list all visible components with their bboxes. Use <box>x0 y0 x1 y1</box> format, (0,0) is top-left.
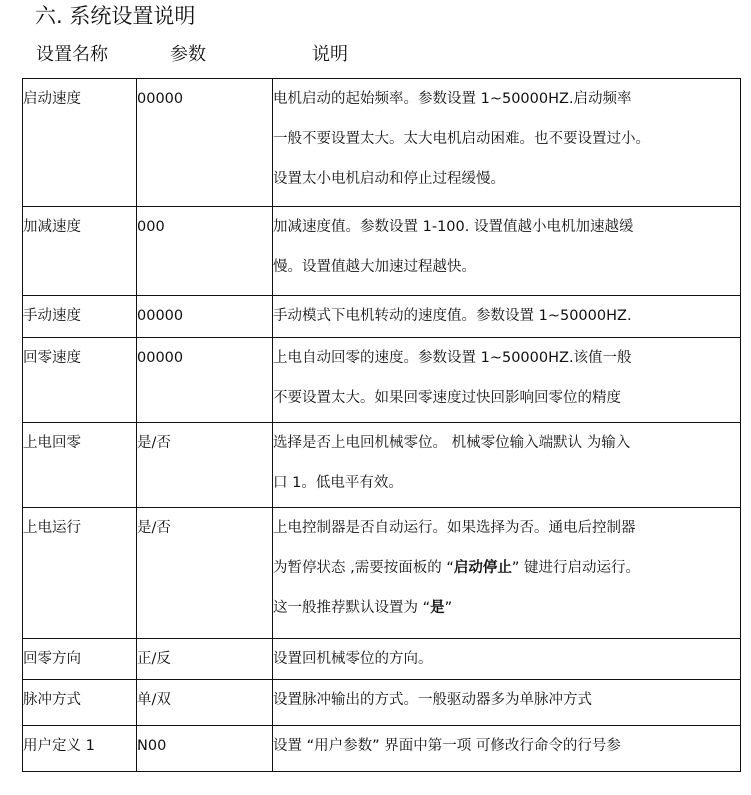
description-line: 手动模式下电机转动的速度值。参数设置 1~50000HZ. <box>273 308 632 324</box>
setting-description <box>273 423 741 508</box>
setting-description <box>273 508 741 639</box>
setting-name: 上电回零 <box>23 423 137 508</box>
setting-description <box>273 79 741 207</box>
section-title: 六. 系统设置说明 <box>35 4 196 28</box>
description-text: 为暂停状态 ,需要按面板的 “ <box>273 560 454 576</box>
setting-description <box>273 296 741 338</box>
table-row <box>23 639 741 680</box>
setting-param: 正/反 <box>137 639 273 680</box>
setting-description <box>273 338 741 423</box>
description-line: 电机启动的起始频率。参数设置 1~50000HZ.启动频率 <box>273 91 632 107</box>
header-description: 说明 <box>312 44 348 65</box>
setting-param: 00000 <box>137 296 273 338</box>
setting-param: 单/双 <box>137 680 273 726</box>
description-line: 设置回机械零位的方向。 <box>273 651 433 667</box>
header-setting-name: 设置名称 <box>36 44 108 65</box>
table-row <box>23 207 741 296</box>
table-row <box>23 680 741 726</box>
setting-description <box>273 680 741 726</box>
setting-description <box>273 639 741 680</box>
description-text: ” 键进行启动运行。 <box>511 560 640 576</box>
description-text: ” <box>444 600 453 616</box>
table-row <box>23 338 741 423</box>
description-line: 设置太小电机启动和停止过程缓慢。 <box>273 171 505 187</box>
description-line <box>273 548 740 588</box>
setting-name: 用户定义 1 <box>23 726 137 772</box>
default-value-label: 是 <box>430 600 445 616</box>
description-line: 口 1。低电平有效。 <box>273 475 403 491</box>
setting-name: 手动速度 <box>23 296 137 338</box>
setting-name: 上电运行 <box>23 508 137 639</box>
setting-name: 启动速度 <box>23 79 137 207</box>
setting-name: 回零方向 <box>23 639 137 680</box>
description-line: 不要设置太大。如果回零速度过快回影响回零位的精度 <box>273 390 621 406</box>
description-line: 设置脉冲输出的方式。一般驱动器多为单脉冲方式 <box>273 692 592 708</box>
description-line: 一般不要设置太大。太大电机启动困难。也不要设置过小。 <box>273 131 650 147</box>
description-line: 慢。设置值越大加速过程越快。 <box>273 259 476 275</box>
setting-description <box>273 207 741 296</box>
setting-param: 00000 <box>137 79 273 207</box>
setting-param: N00 <box>137 726 273 772</box>
start-stop-key-label: 启动停止 <box>453 560 512 576</box>
setting-description <box>273 726 741 772</box>
setting-param: 是/否 <box>137 508 273 639</box>
description-line: 设置 “用户参数” 界面中第一项 可修改行命令的行号参 <box>273 738 621 754</box>
table-row <box>23 79 741 207</box>
setting-name: 脉冲方式 <box>23 680 137 726</box>
description-text: 这一般推荐默认设置为 “ <box>273 600 431 616</box>
table-row <box>23 296 741 338</box>
description-line: 上电控制器是否自动运行。如果选择为否。通电后控制器 <box>273 520 636 536</box>
setting-param: 00000 <box>137 338 273 423</box>
settings-table <box>22 78 741 772</box>
setting-name: 加减速度 <box>23 207 137 296</box>
description-line: 加减速度值。参数设置 1-100. 设置值越小电机加速越缓 <box>273 219 634 235</box>
setting-param: 000 <box>137 207 273 296</box>
table-row <box>23 726 741 772</box>
table-row <box>23 508 741 639</box>
setting-param: 是/否 <box>137 423 273 508</box>
setting-name: 回零速度 <box>23 338 137 423</box>
description-line: 选择是否上电回机械零位。 机械零位输入端默认 为输入 <box>273 435 631 451</box>
table-row <box>23 423 741 508</box>
description-line <box>273 588 740 628</box>
description-line: 上电自动回零的速度。参数设置 1~50000HZ.该值一般 <box>273 350 632 366</box>
header-parameter: 参数 <box>170 44 206 65</box>
